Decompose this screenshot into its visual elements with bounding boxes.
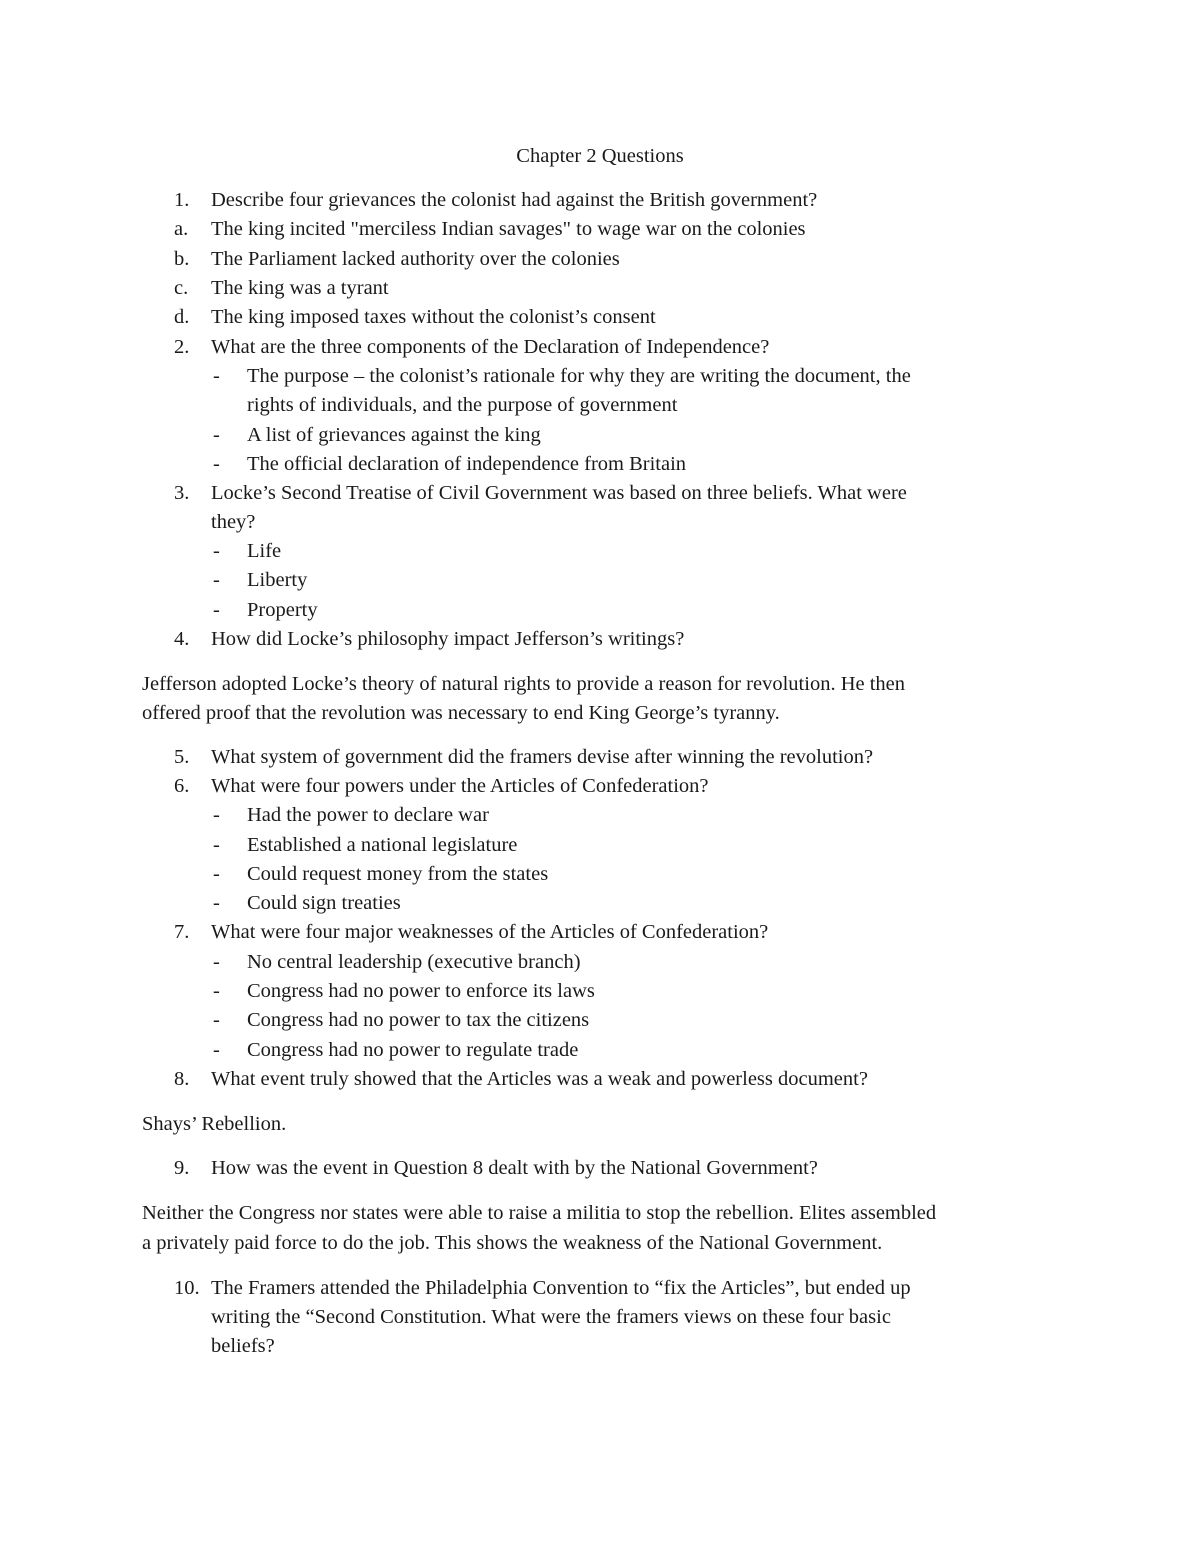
list-item: Established a national legislature	[247, 834, 518, 856]
dash-marker: -	[213, 365, 220, 387]
dash-marker: -	[213, 863, 220, 885]
dash-marker: -	[213, 804, 220, 826]
answer-paragraph-continuation: a privately paid force to do the job. This shows the weakness of the National Government.	[142, 1232, 883, 1254]
dash-marker: -	[213, 1039, 220, 1061]
dash-marker: -	[213, 453, 220, 475]
answer-paragraph: Jefferson adopted Locke’s theory of natural rights to provide a reason for revolution. He then	[142, 673, 906, 695]
list-item: Could request money from the states	[247, 863, 549, 885]
question-number: 6.	[174, 775, 190, 797]
question-text: How did Locke’s philosophy impact Jefferson’s writings?	[211, 628, 685, 650]
list-item: The Parliament lacked authority over the colonies	[211, 248, 620, 270]
list-item: A list of grievances against the king	[247, 424, 541, 446]
page-title: Chapter 2 Questions	[516, 145, 684, 167]
question-text: Locke’s Second Treatise of Civil Government was based on three beliefs. What were	[211, 482, 907, 504]
question-number: 1.	[174, 189, 190, 211]
question-text: What were four powers under the Articles of Confederation?	[211, 775, 709, 797]
dash-marker: -	[213, 834, 220, 856]
question-number: 10.	[174, 1277, 200, 1299]
dash-marker: -	[213, 424, 220, 446]
list-item: Had the power to declare war	[247, 804, 489, 826]
list-marker: d.	[174, 306, 190, 328]
question-text: What event truly showed that the Articles was a weak and powerless document?	[211, 1068, 868, 1090]
list-marker: c.	[174, 277, 189, 299]
question-text: What are the three components of the Declaration of Independence?	[211, 336, 770, 358]
dash-marker: -	[213, 540, 220, 562]
list-item: Liberty	[247, 569, 308, 591]
dash-marker: -	[213, 951, 220, 973]
dash-marker: -	[213, 980, 220, 1002]
question-number: 8.	[174, 1068, 190, 1090]
dash-marker: -	[213, 569, 220, 591]
list-item: Life	[247, 540, 282, 562]
list-item: Congress had no power to regulate trade	[247, 1039, 579, 1061]
question-number: 2.	[174, 336, 190, 358]
question-text-continuation: they?	[211, 511, 256, 533]
list-marker: b.	[174, 248, 190, 270]
question-number: 3.	[174, 482, 190, 504]
question-text: How was the event in Question 8 dealt with by the National Government?	[211, 1157, 818, 1179]
list-item: Property	[247, 599, 318, 621]
list-item: The king incited "merciless Indian savages" to wage war on the colonies	[211, 218, 806, 240]
list-item: Could sign treaties	[247, 892, 401, 914]
question-text: What system of government did the framers devise after winning the revolution?	[211, 746, 874, 768]
list-item: Congress had no power to tax the citizens	[247, 1009, 590, 1031]
question-number: 5.	[174, 746, 190, 768]
answer-paragraph: Neither the Congress nor states were able to raise a militia to stop the rebellion. Elites assembled	[142, 1202, 937, 1224]
answer-paragraph-continuation: offered proof that the revolution was necessary to end King George’s tyranny.	[142, 702, 780, 724]
dash-marker: -	[213, 892, 220, 914]
question-text: Describe four grievances the colonist had against the British government?	[211, 189, 818, 211]
question-number: 4.	[174, 628, 190, 650]
question-number: 7.	[174, 921, 190, 943]
list-item: The king imposed taxes without the colonist’s consent	[211, 306, 656, 328]
question-text: What were four major weaknesses of the Articles of Confederation?	[211, 921, 769, 943]
list-item: No central leadership (executive branch)	[247, 951, 581, 973]
answer-paragraph: Shays’ Rebellion.	[142, 1113, 287, 1135]
question-text-continuation: beliefs?	[211, 1335, 275, 1357]
question-text: The Framers attended the Philadelphia Convention to “fix the Articles”, but ended up	[211, 1277, 911, 1299]
question-number: 9.	[174, 1157, 190, 1179]
list-marker: a.	[174, 218, 189, 240]
list-item: Congress had no power to enforce its laws	[247, 980, 595, 1002]
dash-marker: -	[213, 1009, 220, 1031]
dash-marker: -	[213, 599, 220, 621]
list-item: The purpose – the colonist’s rationale for why they are writing the document, the	[247, 365, 911, 387]
list-item: The official declaration of independence from Britain	[247, 453, 687, 475]
list-item-continuation: rights of individuals, and the purpose of government	[247, 394, 678, 416]
list-item: The king was a tyrant	[211, 277, 389, 299]
question-text-continuation: writing the “Second Constitution. What were the framers views on these four basic	[211, 1306, 891, 1328]
